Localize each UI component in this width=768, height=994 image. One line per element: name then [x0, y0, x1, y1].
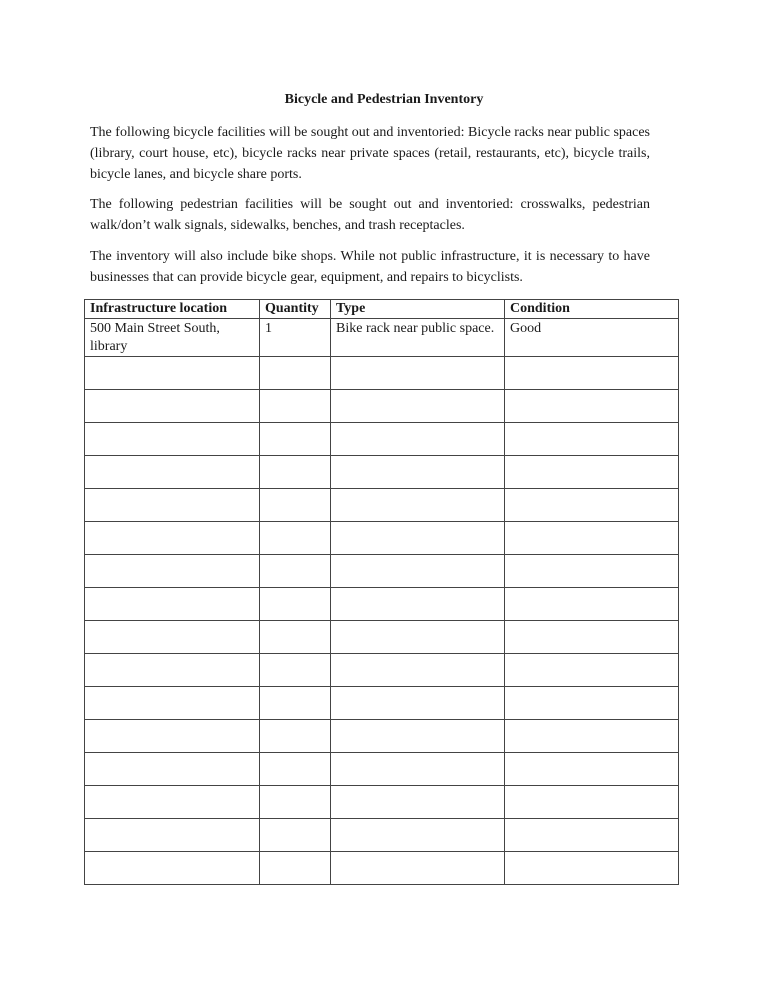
- empty-table-row: [85, 852, 679, 885]
- cell-location-blank[interactable]: [85, 522, 260, 555]
- cell-type-blank[interactable]: [331, 720, 505, 753]
- cell-quantity-blank[interactable]: [260, 654, 331, 687]
- cell-location-blank[interactable]: [85, 456, 260, 489]
- cell-quantity-blank[interactable]: [260, 456, 331, 489]
- table-row: [85, 319, 679, 357]
- cell-type-blank[interactable]: [331, 423, 505, 456]
- empty-table-row: [85, 654, 679, 687]
- cell-quantity: 1: [260, 319, 331, 357]
- cell-location-blank[interactable]: [85, 588, 260, 621]
- cell-location-blank[interactable]: [85, 621, 260, 654]
- document-title: Bicycle and Pedestrian Inventory: [284, 92, 484, 107]
- cell-quantity-blank[interactable]: [260, 489, 331, 522]
- cell-condition-blank[interactable]: [505, 456, 679, 489]
- cell-type-blank[interactable]: [331, 390, 505, 423]
- cell-type-blank[interactable]: [331, 654, 505, 687]
- cell-condition-blank[interactable]: [505, 588, 679, 621]
- cell-location: 500 Main Street South, library: [85, 319, 260, 357]
- empty-table-row: [85, 390, 679, 423]
- cell-location-blank[interactable]: [85, 555, 260, 588]
- cell-condition-blank[interactable]: [505, 654, 679, 687]
- cell-type-blank[interactable]: [331, 852, 505, 885]
- cell-type-blank[interactable]: [331, 687, 505, 720]
- cell-quantity-blank[interactable]: [260, 720, 331, 753]
- paragraph-pedestrian-facilities: The following pedestrian facilities will be sought out and inventoried: crosswalks, pedestrian walk/don’t walk signals, sidewalks, benches, and trash receptacles.: [90, 197, 650, 233]
- cell-condition-blank[interactable]: [505, 720, 679, 753]
- cell-location-blank[interactable]: [85, 423, 260, 456]
- cell-condition-blank[interactable]: [505, 555, 679, 588]
- cell-condition-blank[interactable]: [505, 852, 679, 885]
- empty-table-row: [85, 423, 679, 456]
- empty-table-row: [85, 588, 679, 621]
- cell-quantity-blank[interactable]: [260, 423, 331, 456]
- cell-condition-blank[interactable]: [505, 621, 679, 654]
- cell-location-blank[interactable]: [85, 687, 260, 720]
- cell-type-blank[interactable]: [331, 456, 505, 489]
- empty-table-row: [85, 819, 679, 852]
- cell-quantity-blank[interactable]: [260, 522, 331, 555]
- header-condition: Condition: [505, 300, 679, 319]
- cell-condition-blank[interactable]: [505, 753, 679, 786]
- cell-type-blank[interactable]: [331, 819, 505, 852]
- empty-table-row: [85, 786, 679, 819]
- cell-location-blank[interactable]: [85, 819, 260, 852]
- cell-location-blank[interactable]: [85, 390, 260, 423]
- cell-quantity-blank[interactable]: [260, 588, 331, 621]
- cell-type-blank[interactable]: [331, 555, 505, 588]
- empty-table-row: [85, 687, 679, 720]
- empty-table-row: [85, 357, 679, 390]
- cell-quantity-blank[interactable]: [260, 555, 331, 588]
- cell-type-blank[interactable]: [331, 522, 505, 555]
- empty-table-row: [85, 456, 679, 489]
- cell-quantity-blank[interactable]: [260, 687, 331, 720]
- cell-condition: Good: [505, 319, 679, 357]
- cell-location-blank[interactable]: [85, 786, 260, 819]
- cell-quantity-blank[interactable]: [260, 852, 331, 885]
- empty-table-row: [85, 555, 679, 588]
- cell-location-blank[interactable]: [85, 852, 260, 885]
- cell-condition-blank[interactable]: [505, 687, 679, 720]
- cell-type-blank[interactable]: [331, 357, 505, 390]
- cell-location-blank[interactable]: [85, 753, 260, 786]
- cell-quantity-blank[interactable]: [260, 753, 331, 786]
- cell-condition-blank[interactable]: [505, 357, 679, 390]
- cell-type-blank[interactable]: [331, 489, 505, 522]
- cell-condition-blank[interactable]: [505, 819, 679, 852]
- cell-quantity-blank[interactable]: [260, 390, 331, 423]
- cell-location-blank[interactable]: [85, 489, 260, 522]
- empty-table-row: [85, 522, 679, 555]
- empty-table-row: [85, 489, 679, 522]
- cell-quantity-blank[interactable]: [260, 819, 331, 852]
- cell-location-blank[interactable]: [85, 357, 260, 390]
- table-header-row: [85, 300, 679, 319]
- cell-condition-blank[interactable]: [505, 522, 679, 555]
- empty-table-row: [85, 720, 679, 753]
- cell-type-blank[interactable]: [331, 588, 505, 621]
- cell-type-blank[interactable]: [331, 786, 505, 819]
- cell-quantity-blank[interactable]: [260, 786, 331, 819]
- cell-quantity-blank[interactable]: [260, 357, 331, 390]
- inventory-table: [84, 299, 679, 885]
- header-infrastructure-location: Infrastructure location: [85, 300, 260, 319]
- cell-condition-blank[interactable]: [505, 390, 679, 423]
- paragraph-bicycle-facilities: The following bicycle facilities will be sought out and inventoried: Bicycle racks near public spaces (library, court house, etc), bicycle racks near private spaces (retail, restaurants, etc), bicycle trails, bicycle lanes, and bicycle share ports.: [90, 125, 650, 182]
- empty-table-row: [85, 753, 679, 786]
- cell-location-blank[interactable]: [85, 654, 260, 687]
- cell-condition-blank[interactable]: [505, 489, 679, 522]
- cell-type-blank[interactable]: [331, 753, 505, 786]
- cell-type: Bike rack near public space.: [331, 319, 505, 357]
- header-quantity: Quantity: [260, 300, 331, 319]
- cell-quantity-blank[interactable]: [260, 621, 331, 654]
- header-type: Type: [331, 300, 505, 319]
- paragraph-bike-shops: The inventory will also include bike shops. While not public infrastructure, it is necessary to have businesses that can provide bicycle gear, equipment, and repairs to bicyclists.: [90, 249, 650, 285]
- cell-type-blank[interactable]: [331, 621, 505, 654]
- cell-condition-blank[interactable]: [505, 423, 679, 456]
- empty-table-row: [85, 621, 679, 654]
- cell-condition-blank[interactable]: [505, 786, 679, 819]
- cell-location-blank[interactable]: [85, 720, 260, 753]
